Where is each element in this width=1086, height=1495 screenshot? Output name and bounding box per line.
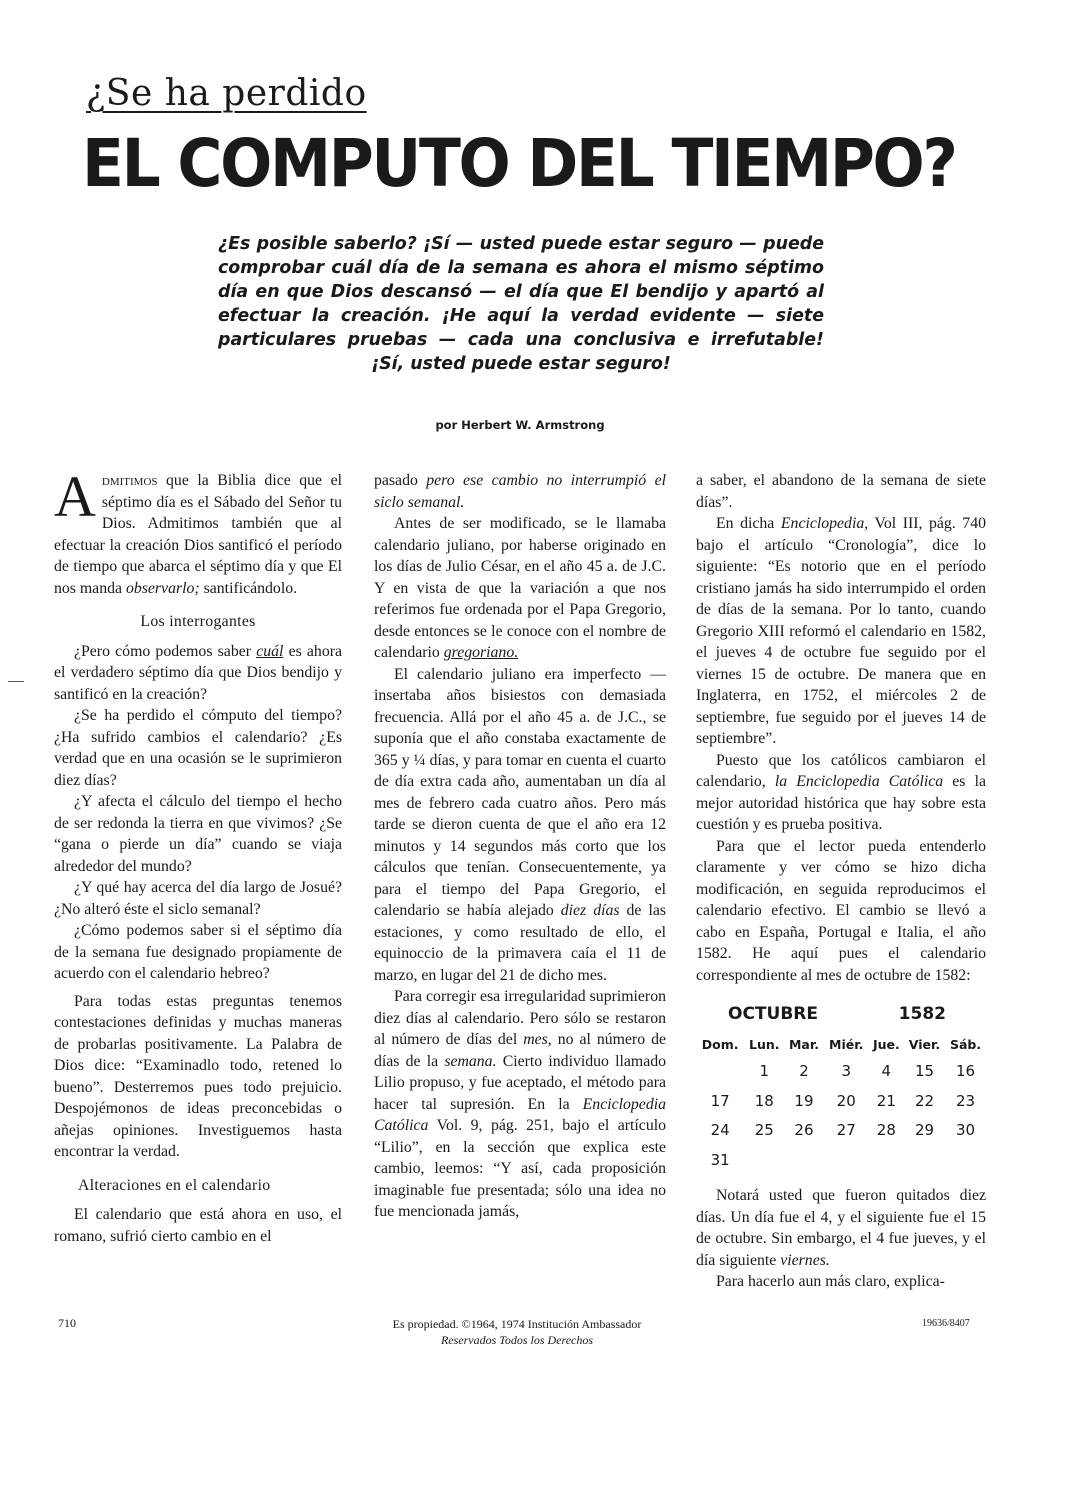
calendar-day <box>904 1146 945 1176</box>
paragraph: ¿Se ha perdido el cómputo del tiempo? ¿Ha sufrido cambios el calendario? ¿Es verdad que en una ocasión se le suprimieron diez días? <box>54 707 342 789</box>
paragraph: Antes de ser modificado, se le llamaba calendario juliano, por haberse originado en los días de Julio César, en el año 45 a. de J.C. Y en vista de que la variación a que nos referimos fue ordenada por el Papa Gregorio, desde entonces se le conoce con el nombre de calendario gregoriano. <box>374 515 666 661</box>
calendar-day <box>824 1146 869 1176</box>
rights-line: Reservados Todos los Derechos <box>440 1333 594 1347</box>
calendar-day: 31 <box>710 1150 730 1169</box>
paragraph: ¿Cómo podemos saber si el séptimo día de la semana fue designado propiamente de acuerdo con el calendario hebreo? <box>54 922 342 982</box>
calendar-day: 3 <box>841 1062 851 1080</box>
drop-cap: A <box>54 464 96 529</box>
calendar-day: 2 <box>799 1062 809 1080</box>
calendar-october-1582 <box>696 1004 986 1175</box>
calendar-day <box>696 1057 744 1087</box>
calendar-day <box>784 1146 823 1176</box>
calendar-day: 4 <box>881 1062 892 1080</box>
weekday-header: Sáb. <box>949 1036 982 1052</box>
paragraph: ¿Pero cómo podemos saber cuál es ahora el verdadero séptimo día que Dios bendijo y santificó en la creación? <box>54 642 343 703</box>
article-headline: EL COMPUTO DEL TIEMPO? <box>82 125 956 202</box>
calendar-header <box>728 1004 946 1026</box>
calendar-day: 29 <box>914 1121 935 1139</box>
paragraph: ¿Y afecta el cálculo del tiempo el hecho de ser redonda la tierra en que vivimos? ¿Se “gana o pierde un día” cuando se viaja alrededor del mundo? <box>54 793 342 875</box>
calendar-day <box>945 1146 986 1176</box>
calendar-week-row <box>696 1116 986 1146</box>
calendar-week-row <box>696 1087 986 1117</box>
intro-paragraph: Admitimos que la Biblia dice que el séptimo día es el Sábado del Señor tu Dios. Admitimos también que al efectuar la creación Dios santificó el período de tiempo que abarca el séptimo día y que El nos manda observarlo; santificándolo. <box>54 464 342 597</box>
weekday-header: Jue. <box>872 1036 900 1052</box>
paragraph: a saber, el abandono de la semana de siete días”. <box>696 472 986 511</box>
calendar-year: 1582 <box>898 1004 946 1024</box>
calendar-day <box>869 1146 904 1176</box>
article-deck: ¿Es posible saberlo? ¡Sí — usted puede estar seguro — puede comprobar cuál día de la semana es ahora el mismo séptimo día en que Dios descansó — el día que El bendijo y apartó al efectuar la creación. ¡He aquí la verdad evidente — siete particulares pruebas — cada una conclusiva e irrefutable! ¡Sí, usted puede estar seguro! <box>218 234 824 374</box>
column-3 <box>696 470 986 1293</box>
calendar-day: 26 <box>794 1121 814 1139</box>
paragraph: Para que el lector pueda entenderlo claramente y ver cómo se hizo dicha modificación, en seguida reproducimos el calendario efectivo. El cambio se llevó a cabo en España, Portugal e Italia, el año 1582. He aquí pues el calendario correspondiente al mes de octubre de 1582: <box>696 837 986 984</box>
weekday-header: Lun. <box>749 1036 780 1052</box>
calendar-table <box>696 1032 986 1176</box>
calendar-day: 18 <box>754 1091 774 1110</box>
calendar-day: 16 <box>955 1062 976 1080</box>
calendar-weekday-row <box>696 1032 986 1058</box>
calendar-day: 20 <box>836 1091 856 1110</box>
copyright-footer <box>362 1316 672 1348</box>
paragraph: Para corregir esa irregularidad suprimieron diez días al calendario. Pero sólo se restaron al número de días del mes, no al número de días de la semana. Cierto individuo llamado Lilio propuso, y fue aceptado, el método para hacer tal supresión. En la Enciclopedia Católica Vol. 9, pág. 251, bajo el artículo “Lilio”, en la sección que explica este cambio, leemos: “Y así, cada proposición imaginable fue presentada; sólo una idea no fue mencionada jamás, <box>374 988 667 1220</box>
calendar-month: OCTUBRE <box>728 1004 818 1024</box>
calendar-day: 25 <box>754 1121 774 1139</box>
margin-mark <box>8 681 24 682</box>
paragraph: Para hacerlo aun más claro, explica- <box>716 1273 945 1290</box>
column-1 <box>54 464 343 1247</box>
calendar-day: 21 <box>876 1091 896 1110</box>
weekday-header: Dom. <box>701 1036 739 1052</box>
page-number: 710 <box>58 1316 76 1330</box>
calendar-day: 22 <box>914 1091 935 1110</box>
subhead-alteraciones: Alteraciones en el calendario <box>78 1176 271 1194</box>
calendar-week-row <box>696 1057 986 1087</box>
paragraph: Notará usted que fueron quitados diez días. Un día fue el 4, y el siguiente fue el 15 de octubre. Sin embargo, el 4 fue jueves, y el día siguiente viernes. <box>696 1187 986 1269</box>
weekday-header: Vier. <box>908 1036 941 1052</box>
paragraph: En dicha Enciclopedia, Vol III, pág. 740 bajo el artículo “Cronología”, dice lo siguiente: “Es notorio que en el período cristiano jamás ha sido interrumpido el orden de días de la semana. Por lo tanto, cuando Gregorio XIII reformó el calendario en 1582, el jueves 4 de octubre fue seguido por el viernes 15 de octubre. De manera que en Inglaterra, en 1752, el miércoles 2 de septiembre, fue seguido por el jueves 14 de septiembre”. <box>696 515 986 747</box>
byline: por Herbert W. Armstrong <box>435 418 605 432</box>
column-2 <box>374 470 666 1223</box>
calendar-day: 24 <box>710 1121 730 1139</box>
calendar-day: 28 <box>876 1121 896 1139</box>
paragraph: Puesto que los católicos cambiaron el calendario, la Enciclopedia Católica es la mejor autoridad histórica que hay sobre esta cuestión y es prueba positiva. <box>696 751 986 833</box>
calendar-day: 17 <box>710 1091 730 1110</box>
calendar-day: 23 <box>955 1091 976 1110</box>
copyright-line: Es propiedad. ©1964, 1974 Institución Ambassador <box>392 1317 642 1331</box>
catalog-code: 19636/8407 <box>922 1318 970 1329</box>
paragraph: ¿Y qué hay acerca del día largo de Josué? ¿No alteró éste el siclo semanal? <box>54 879 342 918</box>
paragraph: pasado pero ese cambio no interrumpió el siclo semanal. <box>374 472 666 511</box>
calendar-day: 19 <box>794 1091 814 1110</box>
paragraph: El calendario que está ahora en uso, el romano, sufrió cierto cambio en el <box>54 1206 342 1245</box>
calendar-day: 30 <box>955 1121 976 1139</box>
calendar-day: 15 <box>914 1062 935 1080</box>
article-kicker: ¿Se ha perdido <box>86 73 367 114</box>
calendar-week-row <box>696 1146 986 1176</box>
weekday-header: Mar. <box>788 1036 819 1052</box>
paragraph: Para todas estas preguntas tenemos contestaciones definidas y muchas maneras de probarlas positivamente. La Palabra de Dios dice: “Examinadlo todo, retened lo bueno”. Desterremos pues todo prejuicio. Despojémonos de ideas preconcebidas o añejas opiniones. Investiguemos hasta encontrar la verdad. <box>54 992 342 1160</box>
weekday-header: Miér. <box>829 1036 864 1052</box>
calendar-day: 27 <box>836 1121 856 1139</box>
paragraph: El calendario juliano era imperfecto — insertaba años bisiestos con demasiada frecuencia. Allá por el año 45 a. de J.C., se suponía que el año constaba exactamente de 365 y ¼ días, y para tomar en cuenta el cuarto de día extra cada año, aumentaban un día al mes de febrero cada cuatro años. Pero más tarde se dieron cuenta de que el año era 12 minutos y 14 segundos más corto que los cálculos que tenían. Consecuentemente, ya para el tiempo del Papa Gregorio, el calendario se había alejado diez días de las estaciones, y como resultado de ello, el equinoccio de la primavera caía el 11 de marzo, en lugar del 21 de dicho mes. <box>374 665 666 984</box>
calendar-day <box>744 1146 784 1176</box>
subhead-interrogantes: Los interrogantes <box>140 613 256 630</box>
calendar-day: 1 <box>759 1062 770 1080</box>
